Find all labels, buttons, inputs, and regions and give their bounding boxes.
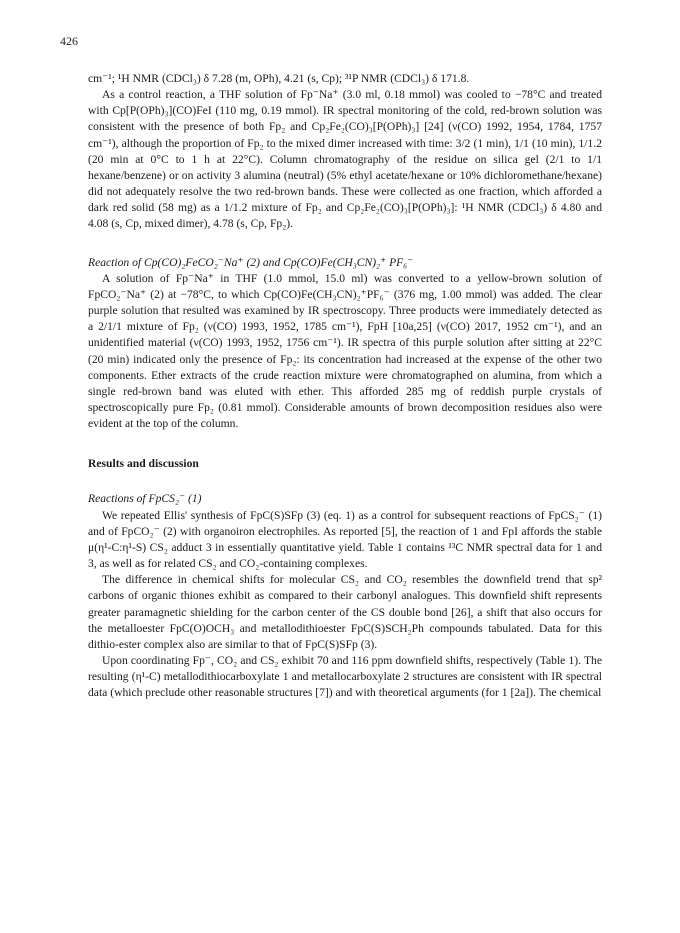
spacer bbox=[88, 472, 602, 491]
section-heading-results: Results and discussion bbox=[88, 457, 199, 471]
page-number: 426 bbox=[60, 34, 78, 48]
subsection-heading-fpcs2: Reactions of FpCS₂⁻ (1) bbox=[88, 492, 202, 506]
paragraph-ellis-synthesis: We repeated Ellis' synthesis of FpC(S)SFp (3) (eq. 1) as a control for subsequent reactions of FpCS₂⁻ (1) and of FpCO₂⁻ (2) with organoiron electrophiles. As reported [5], the reaction of 1 and FpI affords the stable μ(η¹-C:η¹-S) CS₂ adduct 3 in essentially quantitative yield. Table 1 contains ¹³C NMR spectral data for 1 and 3, as well as for related CS₂ and CO₂-containing complexes. bbox=[88, 508, 602, 571]
subsection-heading-reaction: Reaction of Cp(CO)₂FeCO₂⁻Na⁺ (2) and Cp(CO)Fe(CH₃CN)₂⁺ PF₆⁻ bbox=[88, 255, 414, 269]
article-body bbox=[88, 71, 602, 701]
paragraph-chemical-shifts: The difference in chemical shifts for molecular CS₂ and CO₂ resembles the downfield trend that sp² carbons of organic thiones exhibit as compared to their carbonyl analogues. This downfield shift represents greater paramagnetic shielding for the carbon center of the CS double bond [26], a shift that also occurs for the metalloester FpC(O)OCH₃ and metallodithioester FpC(S)SCH₂Ph compounds tabulated. Data for this dithio-ester complex also are similar to that of FpC(S)SFp (3). bbox=[88, 573, 602, 651]
paragraph-control-reaction: As a control reaction, a THF solution of Fp⁻Na⁺ (3.0 ml, 0.18 mmol) was cooled to −78°C and treated with Cp[P(OPh)₃](CO)FeI (110 mg, 0.19 mmol). IR spectral monitoring of the cold, red-brown solution was consistent with the presence of both Fp₂ and Cp₂Fe₂(CO)₃[P(OPh)₃] [24] (ν(CO) 1992, 1954, 1784, 1757 cm⁻¹), although the proportion of Fp₂ to the mixed dimer increased with time: 3/2 (1 min), 1/1 (10 min), 1/1.2 (20 min at 0°C to 1 h at 22°C). Column chromatography of the residue on silica gel (2/1 to 1/1 hexane/benzene) or on activity 3 alumina (neutral) (5% ethyl acetate/hexane or 10% dichloromethane/hexane) did not adequately resolve the two red-brown bands. These were collected as one fraction, which afforded a dark red solid (58 mg) as a 1/1.2 mixture of Fp₂ and Cp₂Fe₂(CO)₃[P(OPh)₃]: ¹H NMR (CDCl₃) δ 4.80 and 4.08 (s, Cp, mixed dimer), 4.78 (s, Cp, Fp₂). bbox=[88, 88, 602, 231]
paragraph-coordination: Upon coordinating Fp⁻, CO₂ and CS₂ exhibit 70 and 116 ppm downfield shifts, respectively (Table 1). The resulting (η¹-C) metallodithiocarboxylate 1 and metallocarboxylate 2 structures are consistent with IR spectral data (which preclude other reasonable structures [7]) and with theoretical arguments (for 1 [2a]). The chemical bbox=[88, 654, 602, 700]
paragraph-reaction-procedure: A solution of Fp⁻Na⁺ in THF (1.0 mmol, 15.0 ml) was converted to a yellow-brown solution of FpCO₂⁻Na⁺ (2) at −78°C, to which Cp(CO)Fe(CH₃CN)₂⁺PF₆⁻ (376 mg, 1.00 mmol) was added. The clear purple solution that resulted was examined by IR spectroscopy. Three products were immediately detected as a 2/1/1 mixture of Fp₂ (ν(CO) 1993, 1952, 1785 cm⁻¹), FpH [10a,25] (ν(CO) 2017, 1952 cm⁻¹), and an unidentified material (ν(CO) 1993, 1952, 1756 cm⁻¹). IR spectra of this purple solution after sitting at 22°C (20 min) indicated only the presence of Fp₂: its concentration had increased at the expense of the other two components. Ether extracts of the crude reaction mixture were chromatographed on alumina, from which a single red-brown band was eluted with ether. This afforded 285 mg of reddish purple crystals of spectroscopically pure Fp₂ (0.81 mmol). Considerable amounts of brown decomposition residues also were evident at the top of the column. bbox=[88, 271, 602, 431]
spacer bbox=[88, 233, 602, 255]
paragraph-nmr-data: cm⁻¹; ¹H NMR (CDCl₃) δ 7.28 (m, OPh), 4.21 (s, Cp); ³¹P NMR (CDCl₃) δ 171.8. bbox=[88, 72, 470, 85]
spacer bbox=[88, 432, 602, 456]
